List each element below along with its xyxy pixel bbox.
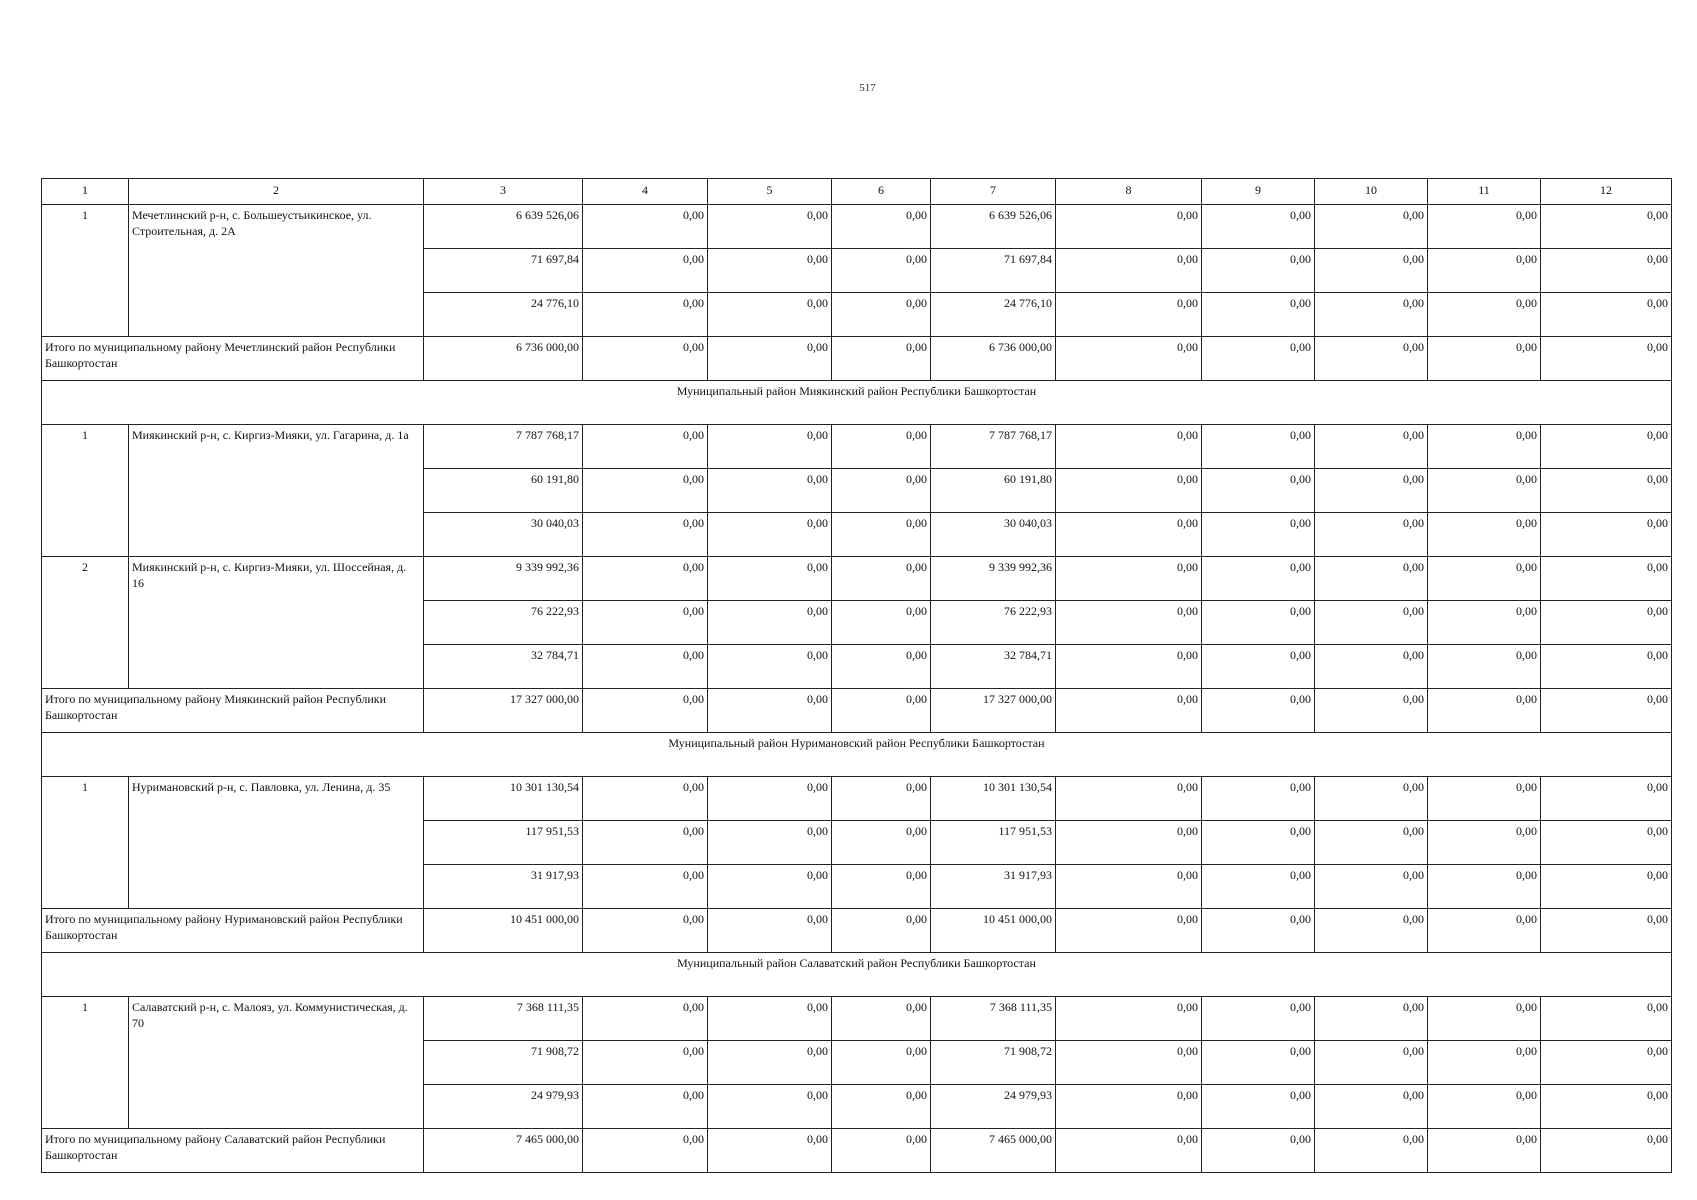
cell-col-12: 0,00 bbox=[1541, 777, 1672, 821]
cell-col-4: 0,00 bbox=[583, 249, 708, 293]
cell-col-3: 6 639 526,06 bbox=[424, 205, 583, 249]
cell-col-6: 0,00 bbox=[832, 249, 931, 293]
total-label: Итого по муниципальному району Салаватский район Республики Башкортостан bbox=[42, 1129, 424, 1173]
cell-col-3: 117 951,53 bbox=[424, 821, 583, 865]
cell-col-9: 0,00 bbox=[1202, 821, 1315, 865]
item-address: Мечетлинский р-н, с. Большеустьикинское, ул. Строительная, д. 2А bbox=[129, 205, 424, 337]
section-title: Муниципальный район Миякинский район Республики Башкортостан bbox=[42, 381, 1672, 425]
page-number: 517 bbox=[859, 82, 876, 94]
cell-col-10: 0,00 bbox=[1315, 909, 1428, 953]
item-index: 1 bbox=[42, 425, 129, 557]
cell-col-5: 0,00 bbox=[708, 1085, 832, 1129]
cell-col-5: 0,00 bbox=[708, 997, 832, 1041]
cell-col-12: 0,00 bbox=[1541, 601, 1672, 645]
cell-col-12: 0,00 bbox=[1541, 1041, 1672, 1085]
cell-col-11: 0,00 bbox=[1428, 689, 1541, 733]
cell-col-4: 0,00 bbox=[583, 645, 708, 689]
cell-col-6: 0,00 bbox=[832, 777, 931, 821]
cell-col-5: 0,00 bbox=[708, 337, 832, 381]
cell-col-3: 7 787 768,17 bbox=[424, 425, 583, 469]
cell-col-7: 71 697,84 bbox=[931, 249, 1056, 293]
cell-col-8: 0,00 bbox=[1056, 557, 1202, 601]
column-header-12: 12 bbox=[1541, 179, 1672, 205]
cell-col-10: 0,00 bbox=[1315, 689, 1428, 733]
cell-col-4: 0,00 bbox=[583, 513, 708, 557]
cell-col-11: 0,00 bbox=[1428, 865, 1541, 909]
cell-col-9: 0,00 bbox=[1202, 249, 1315, 293]
cell-col-12: 0,00 bbox=[1541, 821, 1672, 865]
cell-col-11: 0,00 bbox=[1428, 777, 1541, 821]
cell-col-12: 0,00 bbox=[1541, 513, 1672, 557]
cell-col-12: 0,00 bbox=[1541, 337, 1672, 381]
cell-col-10: 0,00 bbox=[1315, 293, 1428, 337]
cell-col-11: 0,00 bbox=[1428, 293, 1541, 337]
cell-col-3: 30 040,03 bbox=[424, 513, 583, 557]
cell-col-7: 76 222,93 bbox=[931, 601, 1056, 645]
cell-col-10: 0,00 bbox=[1315, 821, 1428, 865]
cell-col-5: 0,00 bbox=[708, 1129, 832, 1173]
cell-col-4: 0,00 bbox=[583, 689, 708, 733]
cell-col-6: 0,00 bbox=[832, 1085, 931, 1129]
cell-col-4: 0,00 bbox=[583, 425, 708, 469]
cell-col-7: 10 301 130,54 bbox=[931, 777, 1056, 821]
table-row bbox=[42, 777, 1672, 821]
cell-col-4: 0,00 bbox=[583, 865, 708, 909]
cell-col-4: 0,00 bbox=[583, 909, 708, 953]
cell-col-7: 117 951,53 bbox=[931, 821, 1056, 865]
cell-col-5: 0,00 bbox=[708, 205, 832, 249]
cell-col-10: 0,00 bbox=[1315, 205, 1428, 249]
cell-col-12: 0,00 bbox=[1541, 865, 1672, 909]
cell-col-5: 0,00 bbox=[708, 865, 832, 909]
item-address: Миякинский р-н, с. Киргиз-Мияки, ул. Шоссейная, д. 16 bbox=[129, 557, 424, 689]
cell-col-7: 24 979,93 bbox=[931, 1085, 1056, 1129]
cell-col-8: 0,00 bbox=[1056, 469, 1202, 513]
cell-col-10: 0,00 bbox=[1315, 469, 1428, 513]
cell-col-9: 0,00 bbox=[1202, 909, 1315, 953]
cell-col-7: 7 787 768,17 bbox=[931, 425, 1056, 469]
cell-col-6: 0,00 bbox=[832, 469, 931, 513]
column-header-11: 11 bbox=[1428, 179, 1541, 205]
cell-col-8: 0,00 bbox=[1056, 425, 1202, 469]
cell-col-12: 0,00 bbox=[1541, 469, 1672, 513]
cell-col-10: 0,00 bbox=[1315, 997, 1428, 1041]
cell-col-3: 10 301 130,54 bbox=[424, 777, 583, 821]
cell-col-12: 0,00 bbox=[1541, 997, 1672, 1041]
budget-table bbox=[41, 178, 1672, 1173]
cell-col-5: 0,00 bbox=[708, 645, 832, 689]
cell-col-9: 0,00 bbox=[1202, 601, 1315, 645]
total-row bbox=[42, 337, 1672, 381]
cell-col-3: 7 368 111,35 bbox=[424, 997, 583, 1041]
cell-col-12: 0,00 bbox=[1541, 293, 1672, 337]
cell-col-9: 0,00 bbox=[1202, 689, 1315, 733]
section-title: Муниципальный район Салаватский район Республики Башкортостан bbox=[42, 953, 1672, 997]
cell-col-5: 0,00 bbox=[708, 425, 832, 469]
cell-col-9: 0,00 bbox=[1202, 1085, 1315, 1129]
cell-col-10: 0,00 bbox=[1315, 865, 1428, 909]
cell-col-5: 0,00 bbox=[708, 249, 832, 293]
cell-col-10: 0,00 bbox=[1315, 1041, 1428, 1085]
item-index: 1 bbox=[42, 205, 129, 337]
cell-col-9: 0,00 bbox=[1202, 997, 1315, 1041]
cell-col-9: 0,00 bbox=[1202, 293, 1315, 337]
total-row bbox=[42, 689, 1672, 733]
cell-col-9: 0,00 bbox=[1202, 777, 1315, 821]
cell-col-8: 0,00 bbox=[1056, 645, 1202, 689]
cell-col-10: 0,00 bbox=[1315, 1129, 1428, 1173]
cell-col-3: 9 339 992,36 bbox=[424, 557, 583, 601]
cell-col-6: 0,00 bbox=[832, 601, 931, 645]
cell-col-5: 0,00 bbox=[708, 601, 832, 645]
section-title: Муниципальный район Нуримановский район Республики Башкортостан bbox=[42, 733, 1672, 777]
cell-col-8: 0,00 bbox=[1056, 205, 1202, 249]
total-label: Итого по муниципальному району Нуримановский район Республики Башкортостан bbox=[42, 909, 424, 953]
column-header-1: 1 bbox=[42, 179, 129, 205]
cell-col-9: 0,00 bbox=[1202, 865, 1315, 909]
cell-col-5: 0,00 bbox=[708, 557, 832, 601]
column-header-6: 6 bbox=[832, 179, 931, 205]
cell-col-8: 0,00 bbox=[1056, 513, 1202, 557]
total-row bbox=[42, 1129, 1672, 1173]
cell-col-6: 0,00 bbox=[832, 425, 931, 469]
cell-col-11: 0,00 bbox=[1428, 469, 1541, 513]
cell-col-11: 0,00 bbox=[1428, 645, 1541, 689]
cell-col-4: 0,00 bbox=[583, 337, 708, 381]
cell-col-9: 0,00 bbox=[1202, 557, 1315, 601]
cell-col-11: 0,00 bbox=[1428, 601, 1541, 645]
cell-col-9: 0,00 bbox=[1202, 205, 1315, 249]
cell-col-11: 0,00 bbox=[1428, 557, 1541, 601]
cell-col-5: 0,00 bbox=[708, 821, 832, 865]
cell-col-3: 71 697,84 bbox=[424, 249, 583, 293]
cell-col-11: 0,00 bbox=[1428, 1041, 1541, 1085]
table-row bbox=[42, 997, 1672, 1041]
cell-col-7: 60 191,80 bbox=[931, 469, 1056, 513]
cell-col-10: 0,00 bbox=[1315, 777, 1428, 821]
cell-col-5: 0,00 bbox=[708, 909, 832, 953]
cell-col-12: 0,00 bbox=[1541, 1129, 1672, 1173]
cell-col-6: 0,00 bbox=[832, 645, 931, 689]
table-row bbox=[42, 205, 1672, 249]
cell-col-7: 7 368 111,35 bbox=[931, 997, 1056, 1041]
cell-col-9: 0,00 bbox=[1202, 469, 1315, 513]
cell-col-11: 0,00 bbox=[1428, 249, 1541, 293]
cell-col-8: 0,00 bbox=[1056, 1085, 1202, 1129]
column-header-4: 4 bbox=[583, 179, 708, 205]
cell-col-12: 0,00 bbox=[1541, 645, 1672, 689]
cell-col-11: 0,00 bbox=[1428, 997, 1541, 1041]
cell-col-6: 0,00 bbox=[832, 513, 931, 557]
cell-col-3: 60 191,80 bbox=[424, 469, 583, 513]
cell-col-10: 0,00 bbox=[1315, 601, 1428, 645]
cell-col-4: 0,00 bbox=[583, 205, 708, 249]
cell-col-6: 0,00 bbox=[832, 557, 931, 601]
cell-col-6: 0,00 bbox=[832, 337, 931, 381]
cell-col-6: 0,00 bbox=[832, 1129, 931, 1173]
cell-col-11: 0,00 bbox=[1428, 425, 1541, 469]
cell-col-6: 0,00 bbox=[832, 293, 931, 337]
cell-col-8: 0,00 bbox=[1056, 1041, 1202, 1085]
cell-col-12: 0,00 bbox=[1541, 909, 1672, 953]
cell-col-7: 30 040,03 bbox=[931, 513, 1056, 557]
total-col-3: 7 465 000,00 bbox=[424, 1129, 583, 1173]
total-col-3: 6 736 000,00 bbox=[424, 337, 583, 381]
cell-col-8: 0,00 bbox=[1056, 601, 1202, 645]
cell-col-3: 76 222,93 bbox=[424, 601, 583, 645]
total-label: Итого по муниципальному району Миякинский район Республики Башкортостан bbox=[42, 689, 424, 733]
cell-col-4: 0,00 bbox=[583, 293, 708, 337]
cell-col-8: 0,00 bbox=[1056, 1129, 1202, 1173]
total-col-3: 17 327 000,00 bbox=[424, 689, 583, 733]
table-row bbox=[42, 425, 1672, 469]
cell-col-11: 0,00 bbox=[1428, 337, 1541, 381]
cell-col-8: 0,00 bbox=[1056, 821, 1202, 865]
column-header-8: 8 bbox=[1056, 179, 1202, 205]
cell-col-10: 0,00 bbox=[1315, 1085, 1428, 1129]
cell-col-12: 0,00 bbox=[1541, 1085, 1672, 1129]
cell-col-11: 0,00 bbox=[1428, 909, 1541, 953]
section-row bbox=[42, 953, 1672, 997]
cell-col-11: 0,00 bbox=[1428, 821, 1541, 865]
column-header-7: 7 bbox=[931, 179, 1056, 205]
cell-col-7: 24 776,10 bbox=[931, 293, 1056, 337]
cell-col-3: 24 979,93 bbox=[424, 1085, 583, 1129]
cell-col-3: 31 917,93 bbox=[424, 865, 583, 909]
cell-col-3: 24 776,10 bbox=[424, 293, 583, 337]
table-body bbox=[42, 179, 1672, 1173]
cell-col-9: 0,00 bbox=[1202, 513, 1315, 557]
item-index: 2 bbox=[42, 557, 129, 689]
cell-col-9: 0,00 bbox=[1202, 425, 1315, 469]
cell-col-11: 0,00 bbox=[1428, 1085, 1541, 1129]
cell-col-4: 0,00 bbox=[583, 821, 708, 865]
cell-col-12: 0,00 bbox=[1541, 249, 1672, 293]
cell-col-11: 0,00 bbox=[1428, 205, 1541, 249]
section-row bbox=[42, 733, 1672, 777]
cell-col-11: 0,00 bbox=[1428, 1129, 1541, 1173]
cell-col-10: 0,00 bbox=[1315, 557, 1428, 601]
cell-col-9: 0,00 bbox=[1202, 337, 1315, 381]
total-col-3: 10 451 000,00 bbox=[424, 909, 583, 953]
cell-col-7: 6 639 526,06 bbox=[931, 205, 1056, 249]
table-row bbox=[42, 557, 1672, 601]
column-header-3: 3 bbox=[424, 179, 583, 205]
cell-col-8: 0,00 bbox=[1056, 337, 1202, 381]
total-row bbox=[42, 909, 1672, 953]
item-address: Миякинский р-н, с. Киргиз-Мияки, ул. Гагарина, д. 1а bbox=[129, 425, 424, 557]
cell-col-12: 0,00 bbox=[1541, 425, 1672, 469]
cell-col-7: 31 917,93 bbox=[931, 865, 1056, 909]
cell-col-6: 0,00 bbox=[832, 865, 931, 909]
section-row bbox=[42, 381, 1672, 425]
cell-col-8: 0,00 bbox=[1056, 689, 1202, 733]
cell-col-6: 0,00 bbox=[832, 689, 931, 733]
cell-col-4: 0,00 bbox=[583, 777, 708, 821]
cell-col-4: 0,00 bbox=[583, 997, 708, 1041]
cell-col-10: 0,00 bbox=[1315, 337, 1428, 381]
item-index: 1 bbox=[42, 997, 129, 1129]
cell-col-9: 0,00 bbox=[1202, 645, 1315, 689]
cell-col-12: 0,00 bbox=[1541, 557, 1672, 601]
cell-col-8: 0,00 bbox=[1056, 249, 1202, 293]
cell-col-10: 0,00 bbox=[1315, 513, 1428, 557]
cell-col-6: 0,00 bbox=[832, 909, 931, 953]
cell-col-7: 71 908,72 bbox=[931, 1041, 1056, 1085]
cell-col-9: 0,00 bbox=[1202, 1041, 1315, 1085]
cell-col-5: 0,00 bbox=[708, 1041, 832, 1085]
cell-col-5: 0,00 bbox=[708, 777, 832, 821]
cell-col-6: 0,00 bbox=[832, 997, 931, 1041]
cell-col-5: 0,00 bbox=[708, 293, 832, 337]
cell-col-8: 0,00 bbox=[1056, 777, 1202, 821]
cell-col-7: 9 339 992,36 bbox=[931, 557, 1056, 601]
cell-col-8: 0,00 bbox=[1056, 909, 1202, 953]
cell-col-6: 0,00 bbox=[832, 1041, 931, 1085]
column-header-10: 10 bbox=[1315, 179, 1428, 205]
cell-col-5: 0,00 bbox=[708, 513, 832, 557]
cell-col-6: 0,00 bbox=[832, 821, 931, 865]
cell-col-4: 0,00 bbox=[583, 1085, 708, 1129]
column-header-2: 2 bbox=[129, 179, 424, 205]
cell-col-4: 0,00 bbox=[583, 601, 708, 645]
cell-col-10: 0,00 bbox=[1315, 249, 1428, 293]
item-index: 1 bbox=[42, 777, 129, 909]
item-address: Салаватский р-н, с. Малояз, ул. Коммунистическая, д. 70 bbox=[129, 997, 424, 1129]
cell-col-7: 32 784,71 bbox=[931, 645, 1056, 689]
total-label: Итого по муниципальному району Мечетлинский район Республики Башкортостан bbox=[42, 337, 424, 381]
cell-col-4: 0,00 bbox=[583, 1129, 708, 1173]
cell-col-11: 0,00 bbox=[1428, 513, 1541, 557]
cell-col-8: 0,00 bbox=[1056, 293, 1202, 337]
cell-col-3: 71 908,72 bbox=[424, 1041, 583, 1085]
item-address: Нуримановский р-н, с. Павловка, ул. Ленина, д. 35 bbox=[129, 777, 424, 909]
header-row bbox=[42, 179, 1672, 205]
total-col-7: 6 736 000,00 bbox=[931, 337, 1056, 381]
cell-col-6: 0,00 bbox=[832, 205, 931, 249]
cell-col-12: 0,00 bbox=[1541, 205, 1672, 249]
total-col-7: 7 465 000,00 bbox=[931, 1129, 1056, 1173]
cell-col-10: 0,00 bbox=[1315, 645, 1428, 689]
cell-col-10: 0,00 bbox=[1315, 425, 1428, 469]
total-col-7: 17 327 000,00 bbox=[931, 689, 1056, 733]
cell-col-12: 0,00 bbox=[1541, 689, 1672, 733]
cell-col-9: 0,00 bbox=[1202, 1129, 1315, 1173]
cell-col-4: 0,00 bbox=[583, 469, 708, 513]
column-header-9: 9 bbox=[1202, 179, 1315, 205]
cell-col-5: 0,00 bbox=[708, 689, 832, 733]
column-header-5: 5 bbox=[708, 179, 832, 205]
total-col-7: 10 451 000,00 bbox=[931, 909, 1056, 953]
cell-col-5: 0,00 bbox=[708, 469, 832, 513]
cell-col-8: 0,00 bbox=[1056, 865, 1202, 909]
cell-col-4: 0,00 bbox=[583, 557, 708, 601]
cell-col-8: 0,00 bbox=[1056, 997, 1202, 1041]
cell-col-3: 32 784,71 bbox=[424, 645, 583, 689]
cell-col-4: 0,00 bbox=[583, 1041, 708, 1085]
